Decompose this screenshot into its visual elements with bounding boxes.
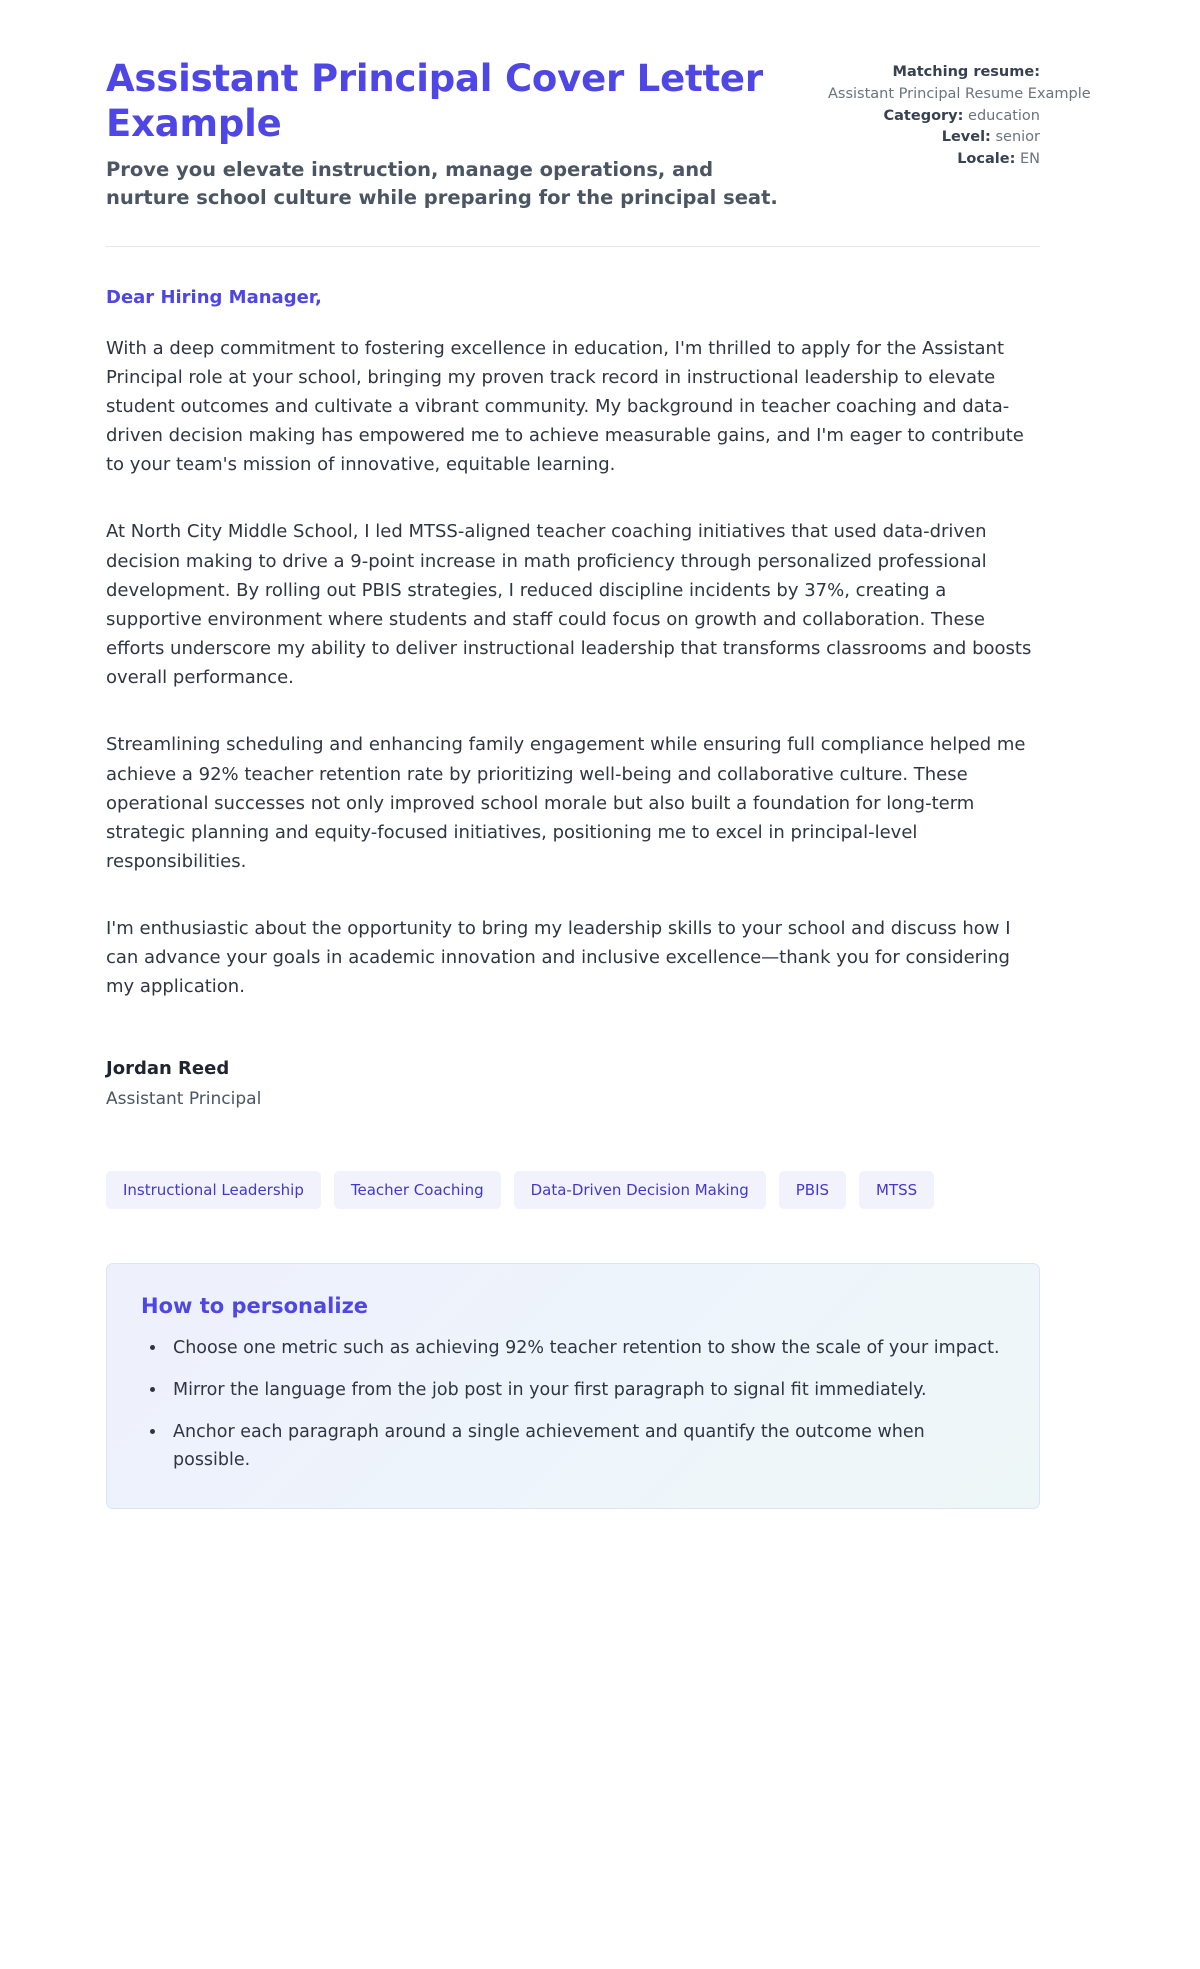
meta-locale-value: EN — [1019, 151, 1040, 167]
skill-tag[interactable]: PBIS — [779, 1171, 846, 1209]
letter-body — [106, 247, 1040, 1109]
personalize-callout — [106, 1263, 1040, 1509]
letter-paragraph: Streamlining scheduling and enhancing family engagement while ensuring full compliance helped me achieve a 92% teacher retention rate by prioritizing well-being and collaborative culture. These operational successes not only improved school morale but also built a foundation for long-term strategic planning and equity-focused initiatives, positioning me to excel in principal-level responsibilities. — [106, 734, 1026, 872]
salutation: Dear Hiring Manager, — [106, 286, 322, 308]
meta-category-value: education — [968, 107, 1040, 124]
signature-block — [106, 1058, 1040, 1109]
list-item: • Choose one metric such as achieving 92% teacher retention to show the scale of your impact. — [167, 1334, 1005, 1362]
meta-level — [828, 127, 1040, 149]
skill-tag[interactable]: Data-Driven Decision Making — [514, 1171, 766, 1209]
callout-title: How to personalize — [141, 1293, 369, 1318]
meta-level-value: senior — [995, 129, 1040, 146]
document-header — [106, 56, 1091, 212]
skill-tag[interactable]: Teacher Coaching — [334, 1171, 501, 1209]
meta-matching-resume — [827, 62, 1091, 106]
signature-name: Jordan Reed — [106, 1057, 230, 1079]
list-item: • Anchor each paragraph around a single achievement and quantify the outcome when possible. — [167, 1418, 1005, 1474]
letter-paragraph: I'm enthusiastic about the opportunity to bring my leadership skills to your school and discuss how I can advance your goals in academic innovation and inclusive excellence—thank you for considering my application. — [106, 918, 1011, 998]
letter-paragraph: At North City Middle School, I led MTSS-aligned teacher coaching initiatives that used data-driven decision making to drive a 9-point increase in math proficiency through personalized professional development. By rolling out PBIS strategies, I reduced discipline incidents by 37%, creating a supportive environment where students and staff could focus on growth and collaboration. These efforts underscore my ability to deliver instructional leadership that transforms classrooms and boosts overall performance. — [106, 521, 1032, 689]
meta-category-label: Category: — [883, 107, 964, 124]
meta-matching-resume-label: Matching resume: — [892, 64, 1040, 80]
callout-list — [141, 1334, 1005, 1474]
meta-locale-label: Locale: — [957, 151, 1016, 167]
meta-level-label: Level: — [941, 129, 991, 146]
signature-role: Assistant Principal — [106, 1088, 262, 1109]
skill-tag[interactable]: MTSS — [859, 1171, 934, 1209]
page-subtitle: Prove you elevate instruction, manage operations, and nurture school culture while preparing for the principal seat. — [106, 158, 778, 209]
meta-matching-resume-value: Assistant Principal Resume Example — [827, 85, 1091, 102]
letter-paragraph: With a deep commitment to fostering excellence in education, I'm thrilled to apply for the Assistant Principal role at your school, bringing my proven track record in instructional leadership to elevate student outcomes and cultivate a vibrant community. My background in teacher coaching and data-driven decision making has empowered me to achieve measurable gains, and I'm eager to contribute to your team's mission of innovative, equitable learning. — [106, 337, 1024, 476]
skill-tag-list — [106, 1171, 1040, 1209]
header-text-block — [106, 56, 788, 212]
list-item: • Mirror the language from the job post in your first paragraph to signal fit immediately. — [167, 1376, 1005, 1404]
document-meta — [827, 56, 1091, 171]
page-title: Assistant Principal Cover Letter Example — [106, 57, 763, 146]
skill-tag[interactable]: Instructional Leadership — [106, 1171, 321, 1209]
meta-locale — [828, 149, 1040, 171]
meta-category — [828, 106, 1040, 128]
